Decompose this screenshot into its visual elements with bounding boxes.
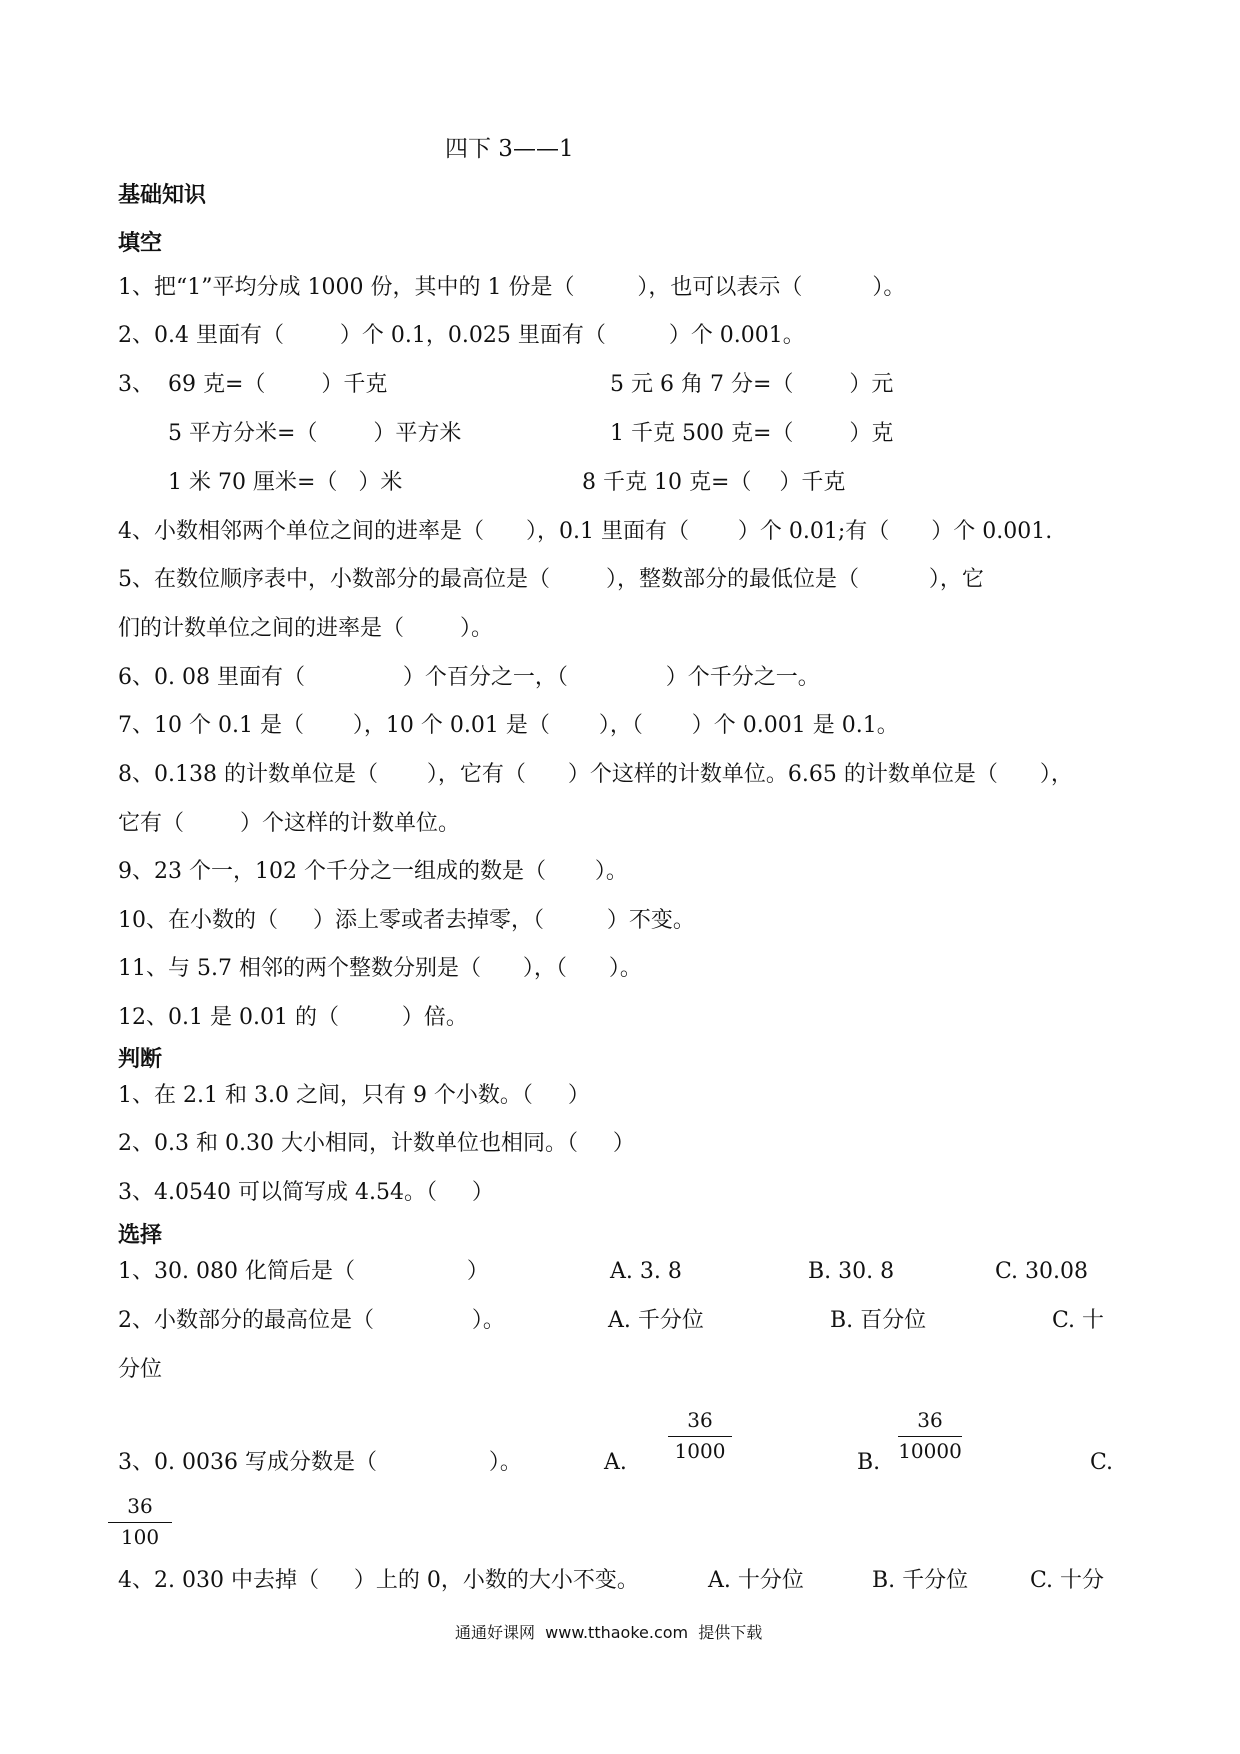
choice-3-fraction-a xyxy=(668,1408,732,1463)
fraction-b-numerator: 36 xyxy=(898,1408,962,1437)
choice-4-option-c: C. 十分 xyxy=(1030,1568,1105,1593)
page-title: 四下 3——1 xyxy=(445,136,574,162)
choice-2-option-a: A. 千分位 xyxy=(608,1308,704,1333)
fill-question-3b: 5 元 6 角 7 分=（ ）元 xyxy=(610,372,894,397)
fill-question-9: 9、23 个一，102 个千分之一组成的数是（ ）。 xyxy=(118,859,628,884)
choice-4-option-b: B. 千分位 xyxy=(872,1568,969,1593)
choice-3-option-a: A. xyxy=(604,1450,627,1475)
fill-question-12: 12、0.1 是 0.01 的（ ）倍。 xyxy=(118,1005,468,1030)
fill-question-3e: 1 米 70 厘米=（ ）米 xyxy=(168,470,403,495)
fill-question-3c: 5 平方分米=（ ）平方米 xyxy=(168,421,462,446)
choice-3-option-b: B. xyxy=(857,1450,881,1475)
fill-question-10: 10、在小数的（ ）添上零或者去掉零，（ ）不变。 xyxy=(118,908,695,933)
fill-question-8a: 8、0.138 的计数单位是（ ），它有（ ）个这样的计数单位。6.65 的计数单位是（ ）， xyxy=(118,762,1073,787)
choice-question-4: 4、2. 030 中去掉（ ）上的 0，小数的大小不变。 xyxy=(118,1568,639,1593)
choice-question-3: 3、0. 0036 写成分数是（ ）。 xyxy=(118,1450,522,1475)
choice-2-continuation: 分位 xyxy=(118,1357,163,1382)
fill-question-7: 7、10 个 0.1 是（ ），10 个 0.01 是（ ），（ ）个 0.001 是 0.1。 xyxy=(118,713,899,738)
choice-question-2: 2、小数部分的最高位是（ ）。 xyxy=(118,1308,505,1333)
section-heading-choice: 选择 xyxy=(118,1223,163,1248)
judge-question-2: 2、0.3 和 0.30 大小相同，计数单位也相同。（ ） xyxy=(118,1131,635,1156)
fill-question-2: 2、0.4 里面有（ ）个 0.1，0.025 里面有（ ）个 0.001。 xyxy=(118,323,805,348)
choice-1-option-a: A. 3. 8 xyxy=(610,1259,682,1284)
fill-question-1: 1、把“1”平均分成 1000 份，其中的 1 份是（ ），也可以表示（ ）。 xyxy=(118,275,906,300)
choice-1-option-c: C. 30.08 xyxy=(995,1259,1089,1284)
choice-4-option-a: A. 十分位 xyxy=(708,1568,804,1593)
judge-question-3: 3、4.0540 可以简写成 4.54。（ ） xyxy=(118,1180,494,1205)
fraction-b-denominator: 10000 xyxy=(898,1439,962,1463)
fill-question-11: 11、与 5.7 相邻的两个整数分别是（ ），（ ）。 xyxy=(118,956,642,981)
choice-2-option-b: B. 百分位 xyxy=(830,1308,927,1333)
fill-question-3d: 1 千克 500 克=（ ）克 xyxy=(610,421,894,446)
section-heading-fill: 填空 xyxy=(118,231,163,256)
choice-question-1: 1、30. 080 化简后是（ ） xyxy=(118,1259,489,1284)
section-heading-basics: 基础知识 xyxy=(118,183,207,208)
fraction-a-numerator: 36 xyxy=(668,1408,732,1437)
section-heading-judge: 判断 xyxy=(118,1047,163,1072)
choice-2-option-c: C. 十 xyxy=(1052,1308,1105,1333)
fraction-c-denominator: 100 xyxy=(120,1525,160,1549)
fill-question-3a: 3、 69 克=（ ）千克 xyxy=(118,372,388,397)
fraction-c-numerator: 36 xyxy=(108,1494,172,1523)
footer-credit: 通通好课网 www.tthaoke.com 提供下载 xyxy=(455,1623,763,1642)
judge-question-1: 1、在 2.1 和 3.0 之间，只有 9 个小数。（ ） xyxy=(118,1083,590,1108)
fill-question-8b: 它有（ ）个这样的计数单位。 xyxy=(118,811,460,836)
fraction-a-denominator: 1000 xyxy=(674,1439,726,1463)
fill-question-5b: 们的计数单位之间的进率是（ ）。 xyxy=(118,616,493,641)
choice-3-fraction-c xyxy=(108,1494,172,1549)
choice-1-option-b: B. 30. 8 xyxy=(808,1259,895,1284)
fill-question-6: 6、0. 08 里面有（ ）个百分之一，（ ）个千分之一。 xyxy=(118,665,820,690)
choice-3-fraction-b xyxy=(898,1408,962,1463)
fill-question-3f: 8 千克 10 克=（ ）千克 xyxy=(582,470,846,495)
fill-question-4: 4、小数相邻两个单位之间的进率是（ ），0.1 里面有（ ）个 0.01;有（ ）个 0.001. xyxy=(118,519,1053,544)
choice-3-option-c: C. xyxy=(1090,1450,1114,1475)
fill-question-5a: 5、在数位顺序表中，小数部分的最高位是（ ），整数部分的最低位是（ ），它 xyxy=(118,567,984,592)
